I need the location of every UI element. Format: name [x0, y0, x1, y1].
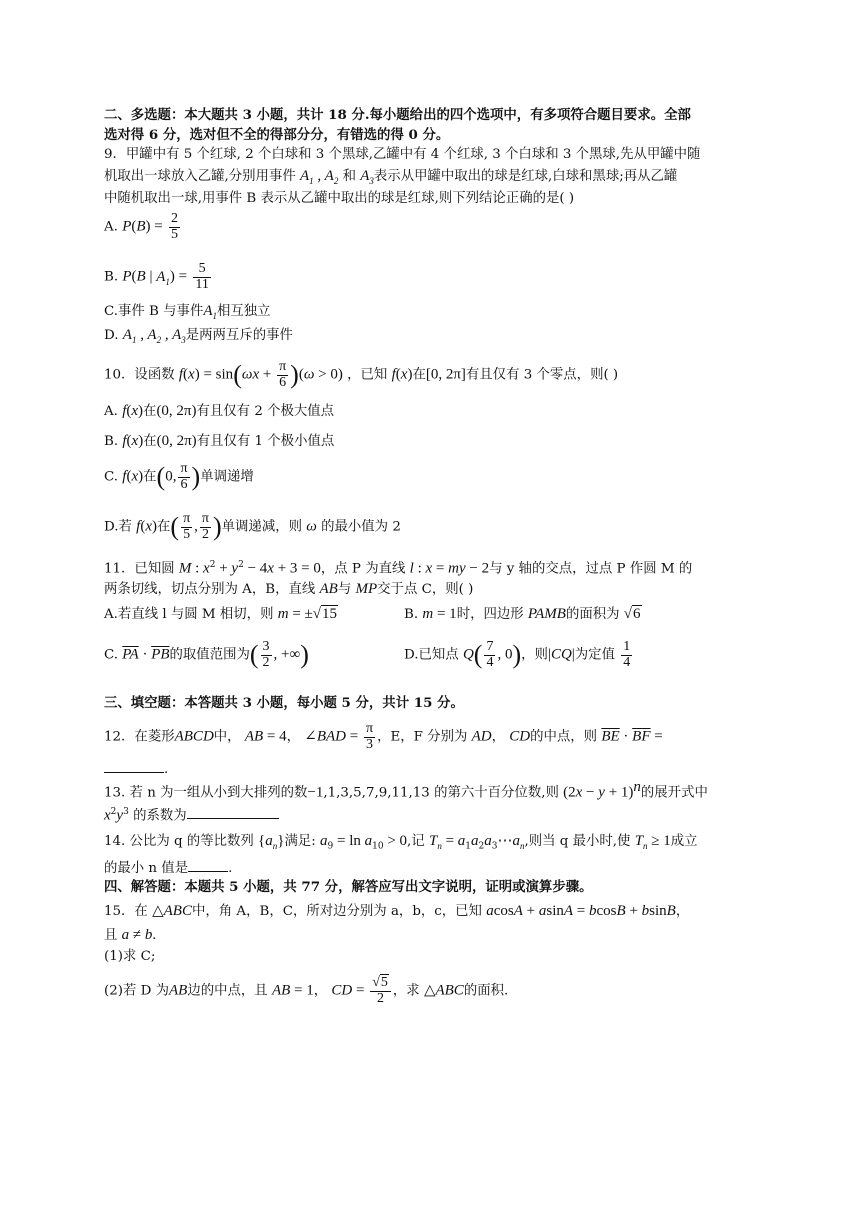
q10-option-b: B. f(x)在(0, 2π)有且仅有 1 个极小值点 — [104, 433, 335, 449]
q12-stem: 12．在菱形ABCD中， AB = 4， ∠BAD = $\frac{\pi}{3}$ ，E，F 分别为 AD， CD的中点，则 $\overline{BE} \cdot \overline{BF}$ = — [104, 721, 663, 752]
section-2-heading-line1: 二、多选题：本大题共 3 小题，共计 18 分.每小题给出的四个选项中，有多项符合题目要求。全部 — [104, 107, 691, 123]
q9-option-b: B. P(B | $A_1$) = $\frac{5}{11}$ — [104, 261, 209, 292]
q15-part2: (2)若 D 为AB边的中点，且 AB = 1， CD = $\frac{√5}{2}$ ，求 △ABC的面积. — [104, 975, 509, 1006]
q15-line2: 且 a ≠ b. — [104, 927, 157, 943]
q9-option-d: D. $A_1$ , $A_2$ , $A_3$是两两互斥的事件 — [104, 327, 293, 345]
q11-line2: 两条切线，切点分别为 A，B，直线 AB与 MP交于点 C，则( ) — [104, 581, 474, 597]
q9-line1: 9．甲罐中有 5 个红球, 2 个白球和 3 个黑球,乙罐中有 4 个红球, 3 个白球和 3 个黑球,先从甲罐中随 — [104, 147, 701, 162]
q13-line1: 13. 若 n 为一组从小到大排列的数−1,1,3,5,7,9,11,13 的第六十百分位数,则 $(2x - y + 1)^n$的展开式中 — [104, 779, 708, 801]
q11-option-b: B. m = 1时，四边形 PAMB的面积为 √6 — [404, 606, 641, 622]
q9-option-a: A. P(B) = $\frac{2}{5}$ — [104, 211, 179, 242]
q13-line2: $x^2y^3$ 的系数为 — [104, 803, 279, 825]
q10-option-c: C. f(x)在(0, $\frac{\pi}{6}$ )单调递增 — [104, 461, 254, 492]
q10-stem: 10．设函数 f(x) = sin(ωx + $\frac{\pi}{6}$ )(ω > 0) ，已知 f(x)在[0, 2π]有且仅有 3 个零点，则( ) — [104, 359, 619, 390]
section-3-heading: 三、填空题：本答题共 3 小题，每小题 5 分，共计 15 分。 — [104, 695, 464, 711]
q13-answer-blank[interactable] — [187, 804, 279, 819]
q9-option-c: C.事件 B 与事件$A_1$相互独立 — [104, 303, 271, 321]
q12-answer-line: . — [104, 758, 168, 779]
section-2-heading-line2: 选对得 6 分，选对但不全的得部分分，有错选的得 0 分。 — [104, 127, 450, 143]
q9-line2: 机取出一球放入乙罐,分别用事件 $A_1$ , $A_2$ 和 $A_3$表示从甲罐中取出的球是红球,白球和黑球;再从乙罐 — [104, 168, 678, 186]
q11-option-a: A.若直线 l 与圆 M 相切，则 m = ±√15 — [104, 606, 338, 622]
q15-stem: 15．在 △ABC中，角 A，B，C，所对边分别为 a，b，c，已知 acosA + asinA = bcosB + bsinB， — [104, 903, 690, 919]
q14-line1: 14. 公比为 q 的等比数列 $\{a_n\}$满足: $a_9 = \ln a_{10} > 0$,记 $T_n$ = $a_1a_2a_3\cdots a_n$,则当 q 最小时,使 $T_n \ge 1$成立 — [104, 833, 698, 852]
q10-option-a: A. f(x)在(0, 2π)有且仅有 2 个极大值点 — [104, 403, 335, 419]
q11-stem: 11．已知圆 M : $x^2 + y^2 - 4x + 3 = 0$，点 P 为直线 l : x = my − 2与 y 轴的交点，过点 P 作圆 M 的 — [104, 560, 693, 577]
q11-option-c: C. $\overline{PA} \cdot \overline{PB}$的取值范围为( $\frac{3}{2}$ , +∞) — [104, 639, 309, 670]
q9-line3: 中随机取出一球,用事件 B 表示从乙罐中取出的球是红球,则下列结论正确的是( ) — [104, 191, 575, 206]
q12-answer-blank[interactable] — [104, 758, 164, 773]
section-4-heading: 四、解答题：本题共 5 小题，共 77 分，解答应写出文字说明，证明或演算步骤。 — [104, 879, 593, 895]
q14-answer-blank[interactable] — [188, 857, 228, 872]
q14-line2: 的最小 n 值是 . — [104, 857, 232, 878]
q10-option-d: D.若 f(x)在( $\frac{\pi}{5}$ , $\frac{\pi}{2}$ )单调递减，则 ω 的最小值为 2 — [104, 511, 401, 542]
q11-option-d: D.已知点 Q( $\frac{7}{4}$ , 0)，则|CQ|为定值 $\frac{1}{4}$ — [404, 639, 631, 670]
q15-part1: (1)求 C; — [104, 949, 156, 964]
